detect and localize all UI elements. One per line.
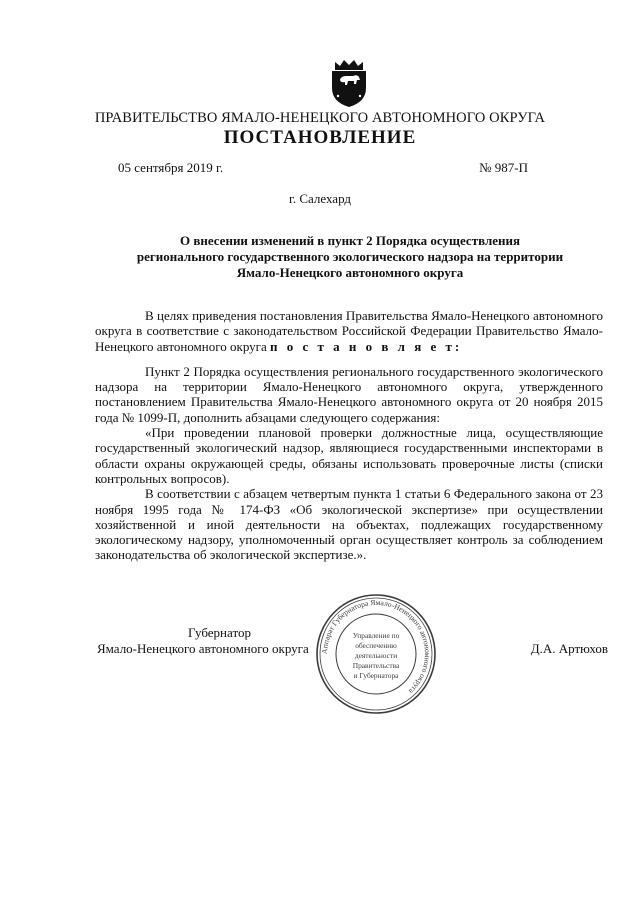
subject-line: Ямало-Ненецкого автономного округа [236, 265, 464, 280]
organization-title: ПРАВИТЕЛЬСТВО ЯМАЛО-НЕНЕЦКОГО АВТОНОМНОГО ОКРУГА [94, 110, 546, 126]
document-type-heading: ПОСТАНОВЛЕНИЕ [223, 127, 417, 148]
preamble-text: В целях приведения постановления Правительства Ямало-Ненецкого автономного округа в соответствие с законодательством Российской Федерации Правительство Ямало-Ненецкого автономного округа [95, 308, 603, 354]
stamp-line: Правительства [352, 661, 400, 670]
quote-paragraph-1: «При проведении плановой проверки должностные лица, осуществляющие государственный экологический надзор, являющиеся государственными инспекторами в области охраны окружающей среды, обязаны использовать проверочные листы (списки контрольных вопросов). [95, 425, 603, 486]
document-subject [110, 233, 590, 281]
stamp-line: обеспечению [355, 641, 397, 650]
signature-organization: Ямало-Ненецкого автономного округа [97, 641, 309, 656]
document-body [95, 308, 603, 563]
coat-of-arms-icon [326, 58, 372, 108]
document-date: 05 сентября 2019 г. [118, 160, 224, 175]
signature-name: Д.А. Артюхов [530, 641, 608, 656]
stamp-ring-text: Аппарат Губернатора Ямало-Ненецкого автономного округа [319, 597, 433, 696]
official-stamp [314, 592, 438, 716]
quote-paragraph-2: В соответствии с абзацем четвертым пункта 1 статьи 6 Федерального закона от 23 ноября 1995 года № 174-ФЗ «Об экологической экспертизе» при осуществлении хозяйственной и иной деятельности на объектах, подлежащих государственному экологическому надзору, уполномоченный орган осуществляет контроль за соблюдением законодательства об экологической экспертизе.». [95, 486, 603, 563]
resolves-word: п о с т а н о в л я е т: [270, 338, 463, 354]
stamp-line: деятельности [354, 651, 398, 660]
subject-line: О внесении изменений в пункт 2 Порядка осуществления [179, 233, 521, 248]
stamp-line: Управление по [352, 631, 400, 640]
stamp-line: и Губернатора [353, 671, 399, 680]
item-paragraph: Пункт 2 Порядка осуществления регионального государственного экологического надзора на территории Ямало-Ненецкого автономного округа, утвержденного постановлением Правительства Ямало-Ненецкого автономного округа от 20 ноября 2015 года № 1099-П, дополнить абзацами следующего содержания: [95, 363, 603, 425]
document-city: г. Салехард [288, 191, 352, 206]
subject-line: регионального государственного экологического надзора на территории [136, 249, 564, 264]
document-number: № 987-П [479, 160, 528, 175]
signature-title: Губернатор [188, 625, 251, 640]
preamble-paragraph [95, 308, 603, 354]
